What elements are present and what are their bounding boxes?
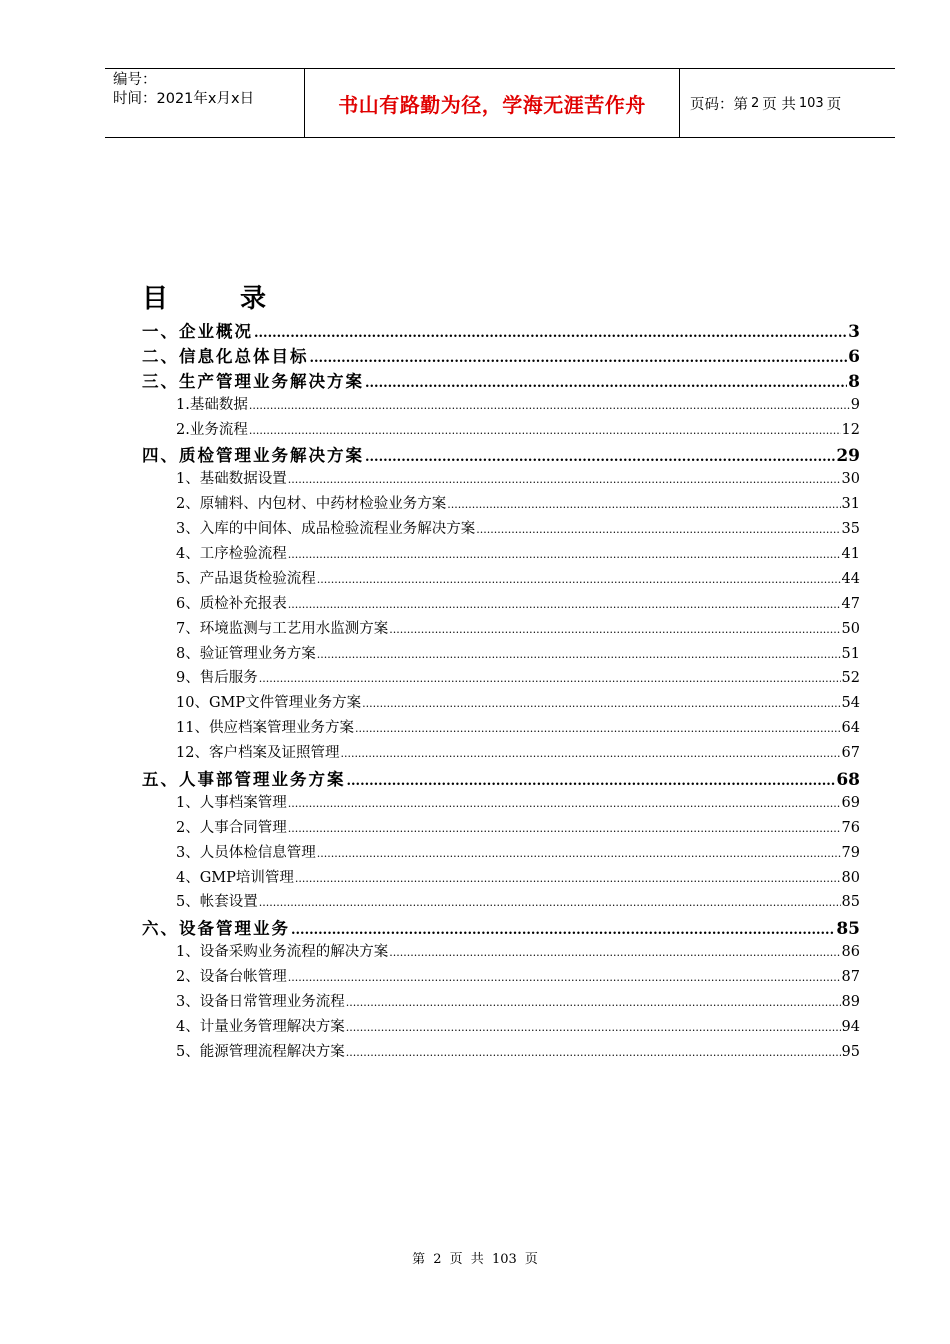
toc-page-number: 95	[841, 1043, 860, 1060]
header-page-info	[680, 69, 895, 137]
toc-entry-text: 二、信息化总体目标	[142, 346, 309, 366]
toc-page-number: 76	[841, 819, 860, 836]
toc-leader-dots	[291, 923, 835, 938]
toc-subsection-link[interactable]	[142, 642, 860, 667]
toc-leader-dots	[362, 697, 840, 710]
page-mid: 页 共	[762, 96, 796, 113]
toc-subsection-link[interactable]	[142, 890, 860, 915]
toc-page-number: 94	[841, 1018, 860, 1035]
toc-leader-dots	[249, 399, 850, 412]
toc-entry-text: 四、质检管理业务解决方案	[142, 446, 364, 466]
page-suffix: 页	[826, 96, 842, 113]
toc-title	[142, 278, 266, 315]
toc-page-number: 51	[841, 645, 860, 662]
toc-subsection-link[interactable]	[142, 517, 860, 542]
time-label: 时间：2021年x月x日	[113, 91, 255, 107]
toc-subsection-link[interactable]	[142, 666, 860, 691]
footer-num: 2	[433, 1252, 442, 1267]
toc-section-link[interactable]	[142, 766, 860, 791]
toc-entry-text: 3、设备日常管理业务流程	[176, 994, 345, 1011]
toc-section-link[interactable]	[142, 368, 860, 393]
footer-b: 页	[449, 1252, 463, 1267]
toc-page-number: 3	[848, 322, 860, 342]
toc-entry-text: 1、人事档案管理	[176, 794, 287, 811]
toc-subsection-link[interactable]	[142, 567, 860, 592]
toc-leader-dots	[317, 573, 841, 586]
toc-entry-text: 5、能源管理流程解决方案	[176, 1043, 345, 1060]
toc-subsection-link[interactable]	[142, 691, 860, 716]
page-footer	[0, 1248, 950, 1267]
toc-subsection-link[interactable]	[142, 393, 860, 418]
table-of-contents	[142, 318, 860, 1065]
toc-page-number: 47	[841, 595, 860, 612]
toc-entry-text: 4、计量业务管理解决方案	[176, 1018, 345, 1035]
toc-page-number: 89	[841, 994, 860, 1011]
toc-subsection-link[interactable]	[142, 816, 860, 841]
toc-section-link[interactable]	[142, 915, 860, 940]
toc-subsection-link[interactable]	[142, 492, 860, 517]
toc-section-link[interactable]	[142, 442, 860, 467]
page-number: 2	[751, 95, 760, 111]
toc-entry-text: 12、客户档案及证照管理	[176, 745, 340, 762]
toc-subsection-link[interactable]	[142, 716, 860, 741]
toc-entry-text: 1、基础数据设置	[176, 471, 287, 488]
toc-page-number: 30	[841, 471, 860, 488]
toc-page-number: 52	[841, 670, 860, 687]
header-motto: 书山有路勤为径，学海无涯苦作舟	[338, 92, 646, 117]
toc-page-number: 68	[836, 770, 860, 791]
toc-leader-dots	[346, 1021, 841, 1034]
toc-entry-text: 10、GMP文件管理业务方案	[176, 695, 362, 712]
toc-title-b: 录	[240, 284, 267, 314]
toc-page-number: 31	[841, 496, 860, 513]
toc-leader-dots	[288, 797, 841, 810]
toc-entry-text: 7、环境监测与工艺用水监测方案	[176, 620, 389, 637]
toc-section-link[interactable]	[142, 343, 860, 368]
toc-subsection-link[interactable]	[142, 990, 860, 1015]
toc-page-number: 9	[850, 396, 860, 413]
footer-d: 页	[524, 1252, 538, 1267]
toc-page-number: 69	[841, 794, 860, 811]
toc-entry-text: 11、供应档案管理业务方案	[176, 720, 354, 737]
toc-leader-dots	[346, 996, 841, 1009]
toc-leader-dots	[295, 872, 841, 885]
toc-entry-text: 6、质检补充报表	[176, 595, 287, 612]
toc-leader-dots	[317, 847, 841, 860]
toc-leader-dots	[365, 450, 835, 465]
toc-page-number: 86	[841, 944, 860, 961]
toc-title-a: 目	[142, 284, 169, 314]
toc-entry-text: 六、设备管理业务	[142, 919, 290, 939]
toc-entry-text: 4、GMP培训管理	[176, 869, 294, 886]
toc-entry-text: 2、原辅料、内包材、中药材检验业务方案	[176, 496, 447, 513]
toc-page-number: 6	[848, 346, 860, 367]
toc-section-link[interactable]	[142, 318, 860, 343]
toc-leader-dots	[476, 523, 840, 536]
toc-subsection-link[interactable]	[142, 841, 860, 866]
toc-page-number: 12	[841, 421, 860, 438]
toc-page-number: 64	[841, 720, 860, 737]
toc-entry-text: 9、售后服务	[176, 670, 258, 687]
toc-leader-dots	[355, 722, 841, 735]
toc-subsection-link[interactable]	[142, 467, 860, 492]
toc-leader-dots	[447, 498, 840, 511]
toc-page-number: 41	[841, 546, 860, 563]
footer-a: 第	[412, 1252, 426, 1267]
code-label: 编号：	[113, 72, 157, 88]
header-meta	[105, 69, 305, 137]
header-motto-cell	[305, 69, 680, 137]
toc-leader-dots	[346, 1046, 841, 1059]
toc-subsection-link[interactable]	[142, 741, 860, 766]
toc-subsection-link[interactable]	[142, 418, 860, 443]
toc-leader-dots	[340, 747, 840, 760]
toc-subsection-link[interactable]	[142, 542, 860, 567]
toc-leader-dots	[389, 946, 840, 959]
toc-subsection-link[interactable]	[142, 965, 860, 990]
toc-leader-dots	[288, 598, 841, 611]
toc-page-number: 87	[841, 969, 860, 986]
toc-page-number: 54	[841, 695, 860, 712]
toc-subsection-link[interactable]	[142, 592, 860, 617]
footer-total: 103	[491, 1252, 517, 1267]
toc-page-number: 8	[848, 371, 860, 392]
toc-entry-text: 2.业务流程	[176, 421, 248, 438]
toc-leader-dots	[389, 623, 840, 636]
toc-entry-text: 4、工序检验流程	[176, 546, 287, 563]
toc-leader-dots	[249, 424, 841, 437]
toc-entry-text: 8、验证管理业务方案	[176, 645, 316, 662]
toc-entry-text: 一、企业概况	[142, 322, 253, 341]
toc-entry-text: 5、产品退货检验流程	[176, 570, 316, 587]
toc-subsection-link[interactable]	[142, 940, 860, 965]
toc-leader-dots	[288, 548, 841, 561]
toc-leader-dots	[288, 822, 841, 835]
toc-leader-dots	[259, 672, 841, 685]
toc-entry-text: 五、人事部管理业务方案	[142, 770, 346, 790]
toc-page-number: 85	[841, 894, 860, 911]
toc-entry-text: 3、入库的中间体、成品检验流程业务解决方案	[176, 521, 476, 538]
page-prefix: 页码：第	[690, 96, 748, 113]
toc-leader-dots	[288, 971, 841, 984]
toc-leader-dots	[259, 896, 841, 909]
toc-subsection-link[interactable]	[142, 617, 860, 642]
toc-subsection-link[interactable]	[142, 866, 860, 891]
toc-leader-dots	[347, 774, 836, 789]
toc-leader-dots	[365, 376, 847, 391]
toc-subsection-link[interactable]	[142, 1040, 860, 1065]
toc-page-number: 67	[841, 745, 860, 762]
toc-page-number: 35	[841, 521, 860, 538]
toc-page-number: 80	[841, 869, 860, 886]
toc-entry-text: 2、人事合同管理	[176, 819, 287, 836]
toc-entry-text: 2、设备台帐管理	[176, 969, 287, 986]
toc-subsection-link[interactable]	[142, 791, 860, 816]
toc-page-number: 44	[841, 570, 860, 587]
toc-subsection-link[interactable]	[142, 1015, 860, 1040]
toc-page-number: 50	[841, 620, 860, 637]
toc-leader-dots	[310, 351, 848, 366]
toc-page-number: 85	[836, 919, 860, 940]
footer-c: 共	[470, 1252, 484, 1267]
page-total: 103	[798, 95, 824, 111]
toc-page-number: 79	[841, 844, 860, 861]
toc-entry-text: 1、设备采购业务流程的解决方案	[176, 944, 389, 961]
toc-entry-text: 5、帐套设置	[176, 894, 258, 911]
toc-leader-dots	[254, 326, 847, 341]
toc-entry-text: 1.基础数据	[176, 396, 248, 413]
toc-page-number: 29	[836, 446, 860, 467]
toc-leader-dots	[288, 473, 841, 486]
toc-entry-text: 3、人员体检信息管理	[176, 844, 316, 861]
toc-leader-dots	[317, 648, 841, 661]
page-header	[105, 68, 895, 138]
toc-entry-text: 三、生产管理业务解决方案	[142, 371, 364, 391]
